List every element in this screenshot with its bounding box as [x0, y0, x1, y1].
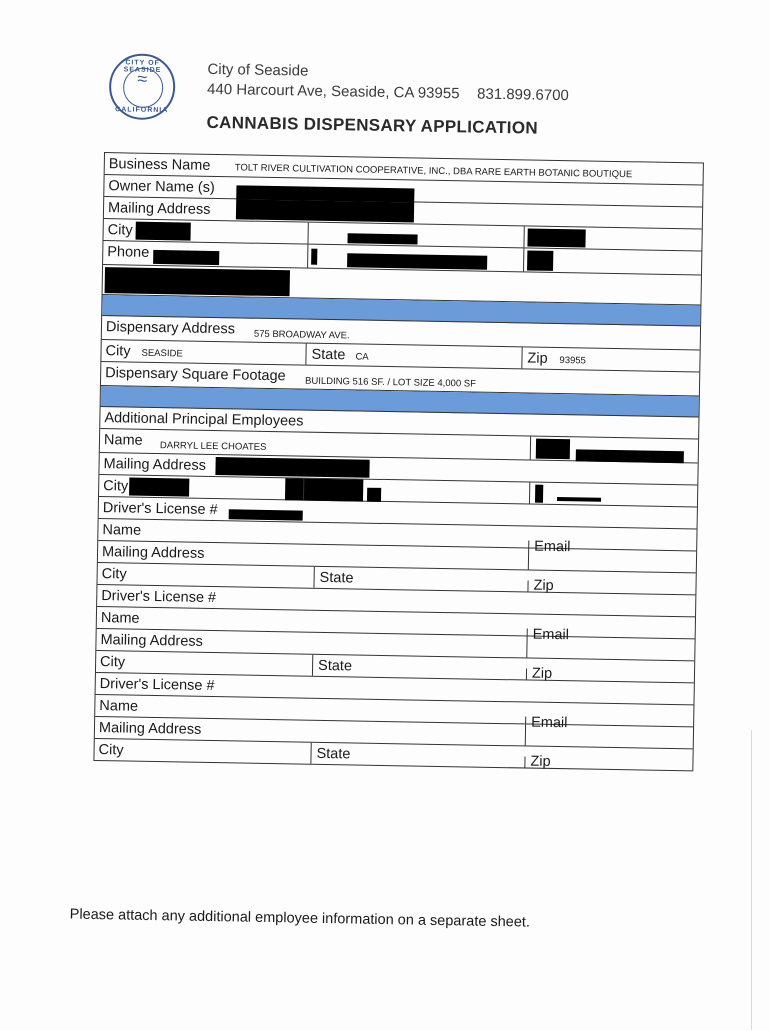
- zip-label: Zip: [530, 753, 551, 770]
- additional-employees-heading: Additional Principal Employees: [104, 410, 304, 430]
- drivers-license-label: Driver's License #: [99, 676, 215, 695]
- redaction-block: [527, 228, 585, 247]
- redaction-block: [367, 488, 381, 502]
- email-label: Email: [532, 626, 570, 644]
- mailing-address-label: Mailing Address: [103, 456, 207, 474]
- org-phone: 831.899.6700: [476, 85, 569, 105]
- mailing-address-label: Mailing Address: [107, 200, 211, 218]
- dispensary-city-value[interactable]: SEASIDE: [141, 347, 183, 360]
- city-label: City: [101, 566, 127, 583]
- business-name-label: Business Name: [108, 156, 211, 174]
- redaction-block: [311, 249, 317, 265]
- employee1-name-value[interactable]: DARRYL LEE CHOATES: [159, 440, 267, 453]
- phone-label: Phone: [107, 244, 150, 261]
- redaction-block: [285, 478, 363, 501]
- state-label: State: [311, 346, 346, 364]
- state-label: State: [317, 657, 353, 675]
- drivers-license-label: Driver's License #: [101, 588, 217, 607]
- redaction-block: [129, 478, 189, 497]
- dispensary-address-value[interactable]: 575 BROADWAY AVE.: [253, 328, 350, 342]
- email-label: Email: [534, 538, 571, 556]
- redaction-block: [136, 222, 191, 241]
- form-title: CANNABIS DISPENSARY APPLICATION: [206, 112, 539, 138]
- dispensary-state-value[interactable]: CA: [355, 351, 369, 363]
- seahorse-icon: ≈: [137, 68, 148, 89]
- footer-note: Please attach any additional employee information on a separate sheet.: [69, 906, 531, 931]
- redaction-block: [215, 457, 369, 478]
- org-address: 440 Harcourt Ave, Seaside, CA 93955: [206, 80, 460, 103]
- name-label: Name: [103, 432, 143, 449]
- mailing-address-label: Mailing Address: [100, 632, 203, 650]
- zip-label: Zip: [533, 577, 554, 594]
- seal-top-text: CITY OF SEASIDE: [123, 59, 162, 75]
- redaction-block: [347, 253, 487, 269]
- city-label: City: [98, 742, 124, 759]
- business-name-value[interactable]: TOLT RIVER CULTIVATION COOPERATIVE, INC., DBA RARE EARTH BOTANIC BOUTIQUE: [234, 162, 633, 181]
- name-label: Name: [102, 522, 142, 539]
- city-seal: [109, 53, 176, 120]
- application-form: [93, 152, 704, 771]
- redaction-block: [527, 250, 553, 270]
- name-label: Name: [100, 610, 140, 627]
- redaction-block: [535, 485, 543, 503]
- zip-label: Zip: [527, 350, 548, 367]
- dispensary-address-label: Dispensary Address: [105, 319, 236, 338]
- state-label: State: [319, 569, 354, 587]
- mailing-address-label: Mailing Address: [98, 720, 202, 738]
- city-label: City: [105, 343, 131, 360]
- state-label: State: [316, 745, 351, 763]
- square-footage-value[interactable]: BUILDING 516 SF. / LOT SIZE 4,000 SF: [304, 375, 477, 390]
- redaction-block: [347, 233, 417, 244]
- name-label: Name: [99, 698, 139, 715]
- redaction-block: [105, 267, 290, 296]
- redaction-block: [153, 250, 219, 265]
- dispensary-zip-value[interactable]: 93955: [559, 355, 586, 367]
- page-edge: [751, 730, 752, 1030]
- redaction-block: [536, 439, 570, 460]
- redaction-block: [236, 199, 414, 222]
- city-label: City: [107, 222, 133, 239]
- owner-name-label: Owner Name (s): [108, 178, 215, 196]
- mailing-address-label: Mailing Address: [101, 544, 205, 562]
- square-footage-label: Dispensary Square Footage: [105, 365, 286, 385]
- seal-bottom-text: CALIFORNIA: [115, 106, 169, 115]
- city-label: City: [103, 478, 129, 495]
- redaction-block: [557, 497, 601, 502]
- redaction-block: [229, 509, 303, 520]
- org-name: City of Seaside: [207, 60, 309, 80]
- drivers-license-label: Driver's License #: [102, 500, 218, 519]
- city-label: City: [99, 654, 126, 671]
- email-label: Email: [530, 714, 568, 732]
- zip-label: Zip: [531, 665, 553, 682]
